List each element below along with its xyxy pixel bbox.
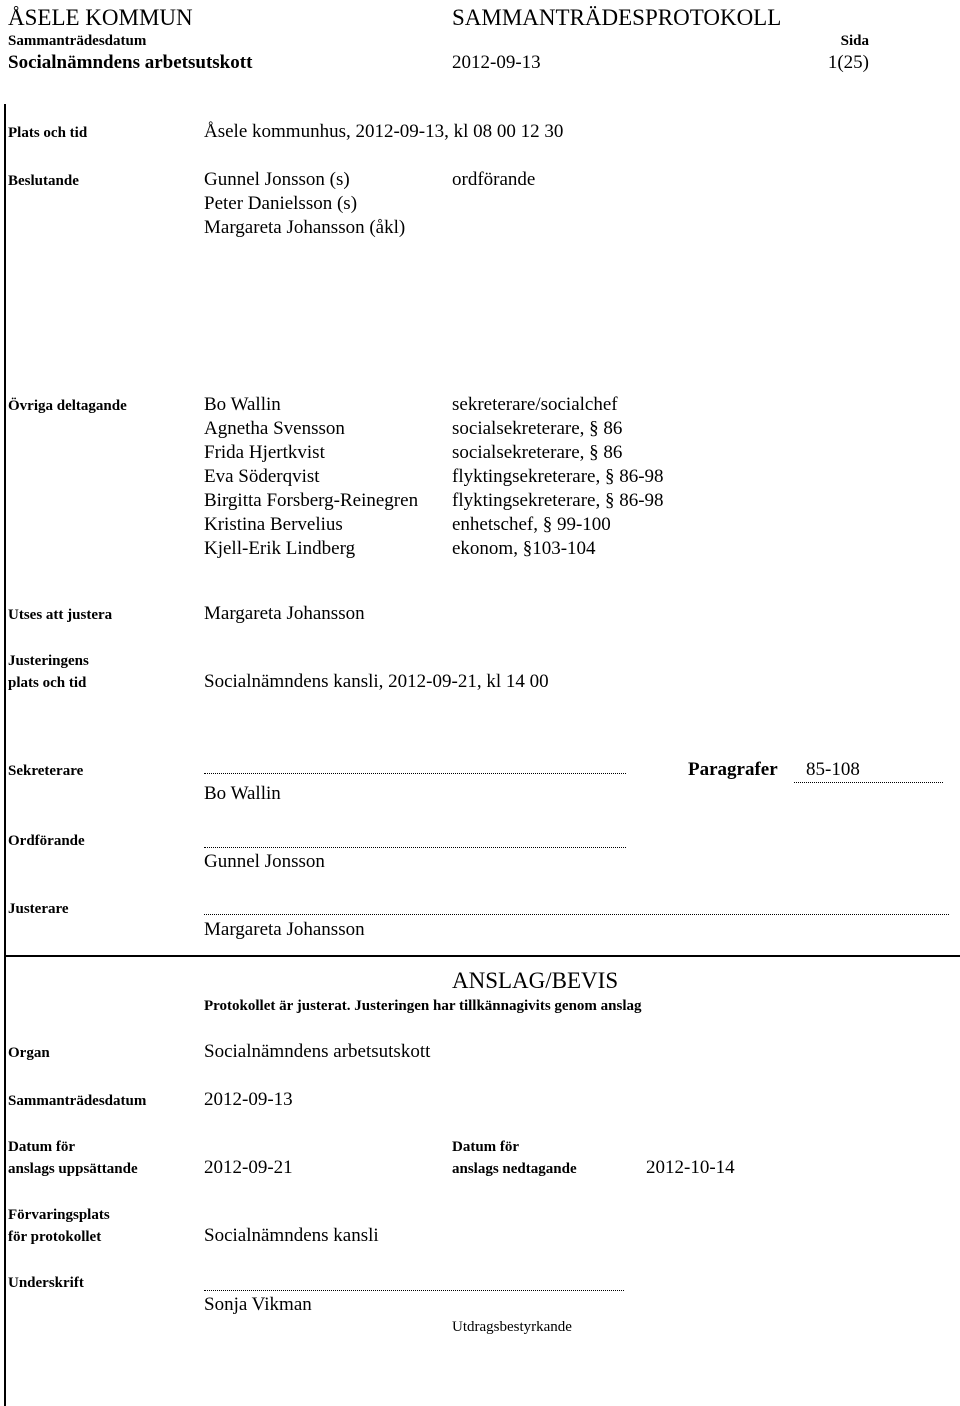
removed-date-label: Datum för [452,1139,520,1155]
participant-role: flyktingsekreterare, § 86-98 [452,466,664,487]
participant-role: flyktingsekreterare, § 86-98 [452,490,664,511]
participant-name: Kjell-Erik Lindberg [204,538,356,559]
participant-name: Frida Hjertkvist [204,442,325,463]
adjustment-place-label: Justeringens [8,653,89,669]
decision-maker-name: Gunnel Jonsson (s) [204,169,350,190]
place-label: Plats och tid [8,125,88,141]
notice-date-label: Sammanträdesdatum [8,1093,147,1109]
decision-maker-name: Peter Danielsson (s) [204,193,358,214]
storage-label: Förvaringsplats [8,1207,110,1223]
signature-caption: Utdragsbestyrkande [452,1319,572,1335]
decision-maker-name: Margareta Johansson (åkl) [204,217,406,238]
posted-date-label: Datum för [8,1139,76,1155]
notice-subtitle: Protokollet är justerat. Justeringen har tillkännagivits genom anslag [204,998,642,1014]
adjustment-place-value: Socialnämndens kansli, 2012-09-21, kl 14 00 [204,671,549,692]
signature-label: Underskrift [8,1275,84,1291]
signature-name: Sonja Vikman [204,1294,312,1315]
secretary-label: Sekreterare [8,763,84,779]
removed-date-value: 2012-10-14 [646,1157,735,1178]
participant-role: enhetschef, § 99-100 [452,514,611,535]
others-label: Övriga deltagande [8,398,127,414]
paragraphs-label: Paragrafer [688,759,778,780]
secretary-name: Bo Wallin [204,783,281,804]
chair-label: Ordförande [8,833,85,849]
adjuster-signature-name: Margareta Johansson [204,919,365,940]
participant-role: sekreterare/socialchef [452,394,618,415]
adjuster-signature-line [204,914,949,915]
chair-signature-line [204,847,626,848]
document-type: SAMMANTRÄDESPROTOKOLL [452,5,782,30]
participant-name: Bo Wallin [204,394,281,415]
adjuster-label: Utses att justera [8,607,113,623]
participant-name: Eva Söderqvist [204,466,320,487]
participant-role: socialsekreterare, § 86 [452,442,623,463]
notice-signature-line [204,1290,624,1291]
removed-date-label: anslags nedtagande [452,1161,577,1177]
paragraphs-value: 85-108 [806,759,860,780]
storage-label: för protokollet [8,1229,102,1245]
org-name: ÅSELE KOMMUN [8,5,193,30]
participant-name: Kristina Bervelius [204,514,343,535]
adjuster-value: Margareta Johansson [204,603,365,624]
header-page-label: Sida [840,33,869,49]
secretary-signature-line [204,773,626,774]
organ-label: Organ [8,1045,50,1061]
place-value: Åsele kommunhus, 2012-09-13, kl 08 00 12 30 [204,121,564,142]
header-date: 2012-09-13 [452,52,541,73]
paragraphs-line [794,782,943,783]
notice-divider [5,955,960,957]
adjustment-place-label: plats och tid [8,675,87,691]
organ-value: Socialnämndens arbetsutskott [204,1041,431,1062]
participant-name: Agnetha Svensson [204,418,345,439]
adjuster-signature-label: Justerare [8,901,69,917]
decision-maker-role: ordförande [452,169,536,190]
posted-date-label: anslags uppsättande [8,1161,138,1177]
header-committee: Socialnämndens arbetsutskott [8,52,253,73]
header-date-label: Sammanträdesdatum [8,33,147,49]
decision-makers-label: Beslutande [8,173,79,189]
storage-value: Socialnämndens kansli [204,1225,379,1246]
participant-role: ekonom, §103-104 [452,538,596,559]
posted-date-value: 2012-09-21 [204,1157,293,1178]
notice-date-value: 2012-09-13 [204,1089,293,1110]
participant-name: Birgitta Forsberg-Reinegren [204,490,419,511]
header-page-number: 1(25) [827,52,869,73]
participant-role: socialsekreterare, § 86 [452,418,623,439]
chair-name: Gunnel Jonsson [204,851,325,872]
notice-title: ANSLAG/BEVIS [452,968,619,993]
left-margin-rule [4,104,6,1406]
